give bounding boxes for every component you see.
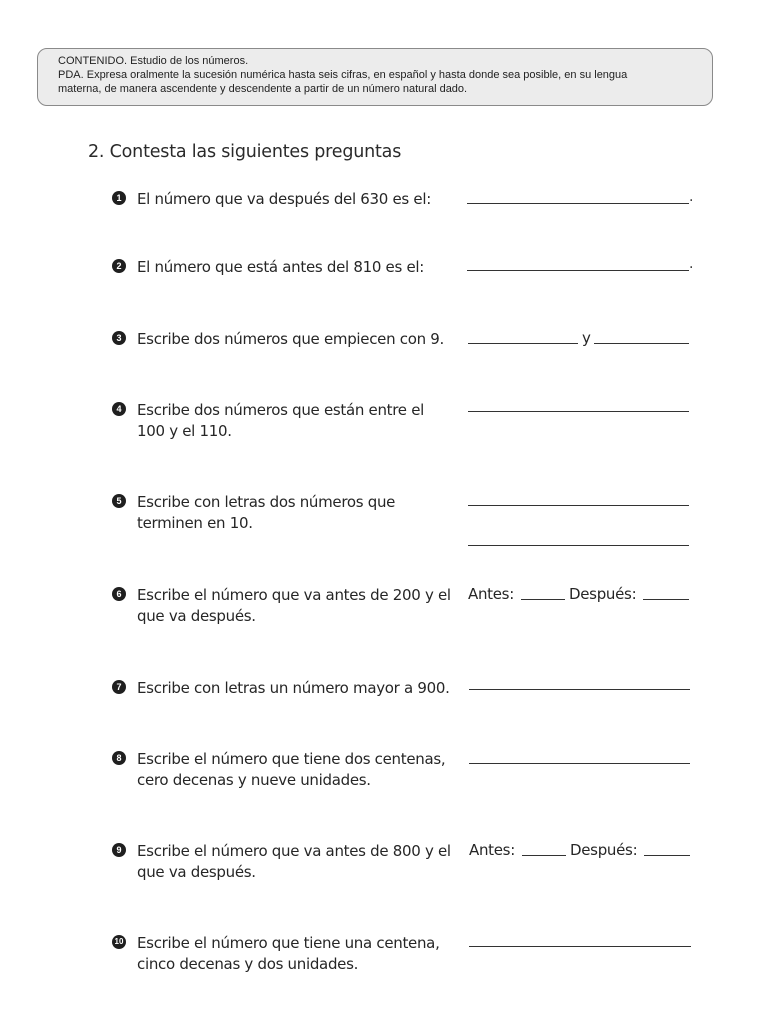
antes-label-9: Antes: (469, 841, 515, 859)
question-number: 10 (112, 935, 126, 949)
question-text: Escribe el número que tiene una centena, cinco decenas y dos unidades. (137, 934, 440, 973)
question-text: Escribe dos números que están entre el 100 y el 110. (137, 401, 424, 440)
header-pda-line2: materna, de manera ascendente y descendente a partir de un número natural dado. (58, 83, 468, 95)
despues-label-9: Después: (570, 841, 638, 859)
answer-line-3b[interactable] (594, 343, 689, 344)
question-text: El número que está antes del 810 es el: (137, 258, 424, 276)
word-y: y (582, 329, 591, 347)
question-number: 4 (112, 402, 126, 416)
answer-line-8[interactable] (469, 763, 690, 764)
header-contenido: CONTENIDO. Estudio de los números. (58, 55, 249, 67)
question-number: 5 (112, 494, 126, 508)
answer-line-4[interactable] (468, 411, 689, 412)
answer-line-9-antes[interactable] (522, 855, 566, 856)
answer-line-2[interactable] (467, 270, 689, 271)
question-number: 9 (112, 843, 126, 857)
question-text: Escribe dos números que empiecen con 9. (137, 330, 444, 348)
answer-line-5a[interactable] (468, 505, 689, 506)
answer-period-2: . (689, 256, 694, 272)
answer-period-1: . (689, 189, 694, 205)
despues-label-6: Después: (569, 585, 637, 603)
answer-line-9-despues[interactable] (644, 855, 690, 856)
question-number: 2 (112, 259, 126, 273)
section-title: 2. Contesta las siguientes preguntas (88, 142, 402, 162)
question-text: Escribe el número que tiene dos centenas, cero decenas y nueve unidades. (137, 750, 446, 789)
header-pda-line1: PDA. Expresa oralmente la sucesión numérica hasta seis cifras, en español y hasta donde sea posible, en su lengua (58, 69, 628, 81)
question-text: Escribe con letras un número mayor a 900. (137, 679, 450, 697)
question-text: Escribe con letras dos números que terminen en 10. (137, 493, 396, 532)
answer-line-7[interactable] (469, 689, 690, 690)
content-header-box (37, 48, 713, 106)
antes-label-6: Antes: (468, 585, 514, 603)
question-number: 6 (112, 587, 126, 601)
answer-line-3a[interactable] (468, 343, 578, 344)
answer-line-6-antes[interactable] (521, 599, 565, 600)
answer-line-5b[interactable] (468, 545, 689, 546)
answer-line-6-despues[interactable] (643, 599, 689, 600)
question-text: Escribe el número que va antes de 800 y el que va después. (137, 842, 451, 881)
question-number: 8 (112, 751, 126, 765)
question-text: Escribe el número que va antes de 200 y el que va después. (137, 586, 451, 625)
answer-line-10[interactable] (469, 946, 691, 947)
question-number: 3 (112, 331, 126, 345)
question-number: 7 (112, 680, 126, 694)
question-number: 1 (112, 191, 126, 205)
answer-line-1[interactable] (467, 203, 689, 204)
question-text: El número que va después del 630 es el: (137, 190, 431, 208)
